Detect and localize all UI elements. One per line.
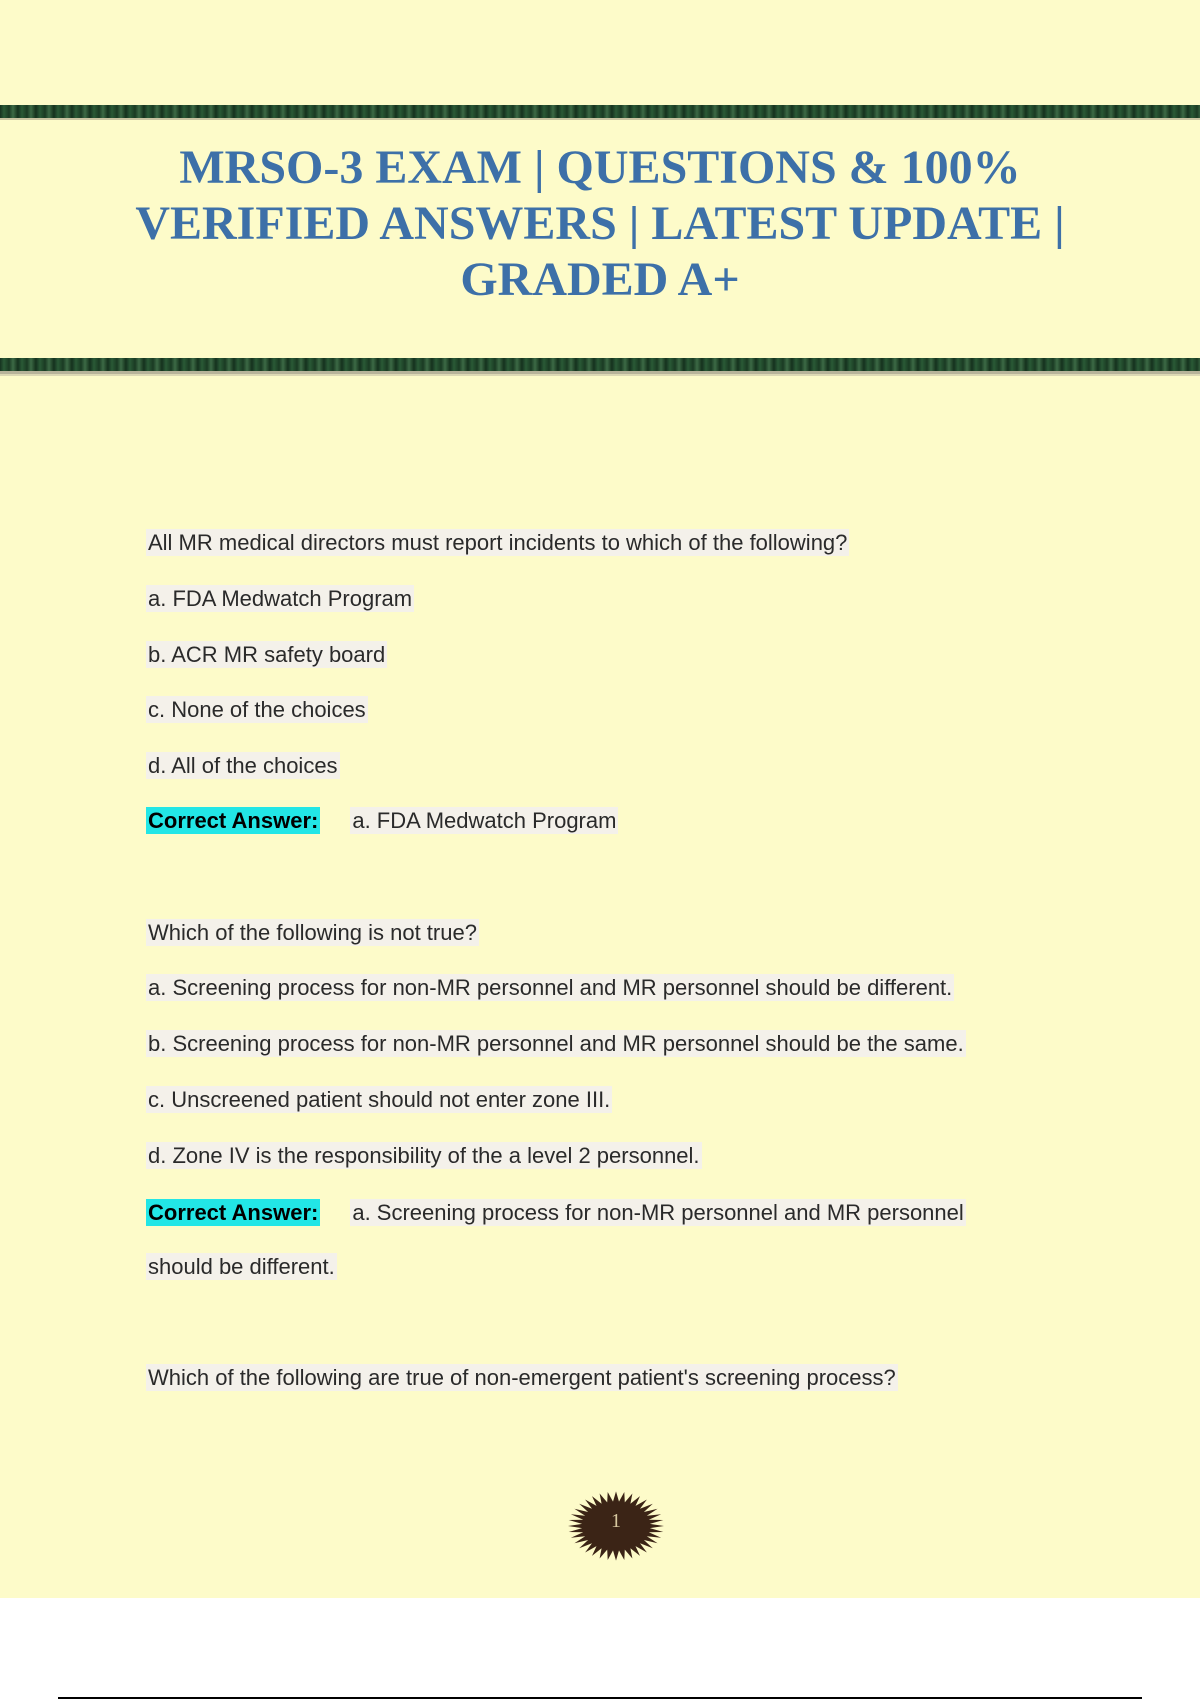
answer-option: b. ACR MR safety board (148, 642, 386, 667)
correct-answer-label: Correct Answer: (148, 1200, 319, 1225)
decorative-top-border (0, 105, 1200, 118)
title-line: VERIFIED ANSWERS | LATEST UPDATE | (135, 197, 1065, 250)
answer-option: a. FDA Medwatch Program (148, 586, 413, 611)
footer-divider (58, 1697, 1142, 1699)
correct-answer (146, 1200, 966, 1226)
answer-option: b. Screening process for non-MR personnel and MR personnel should be the same. (148, 1031, 964, 1056)
question-text: Which of the following are true of non-emergent patient's screening process? (148, 1365, 896, 1390)
question-text: All MR medical directors must report incidents to which of the following? (148, 530, 848, 555)
answer-option: c. None of the choices (148, 697, 366, 722)
decorative-bottom-border (0, 358, 1200, 371)
answer-option: d. All of the choices (148, 753, 338, 778)
document-title (80, 140, 1120, 308)
correct-answer (146, 808, 618, 834)
answer-option: c. Unscreened patient should not enter zone III. (148, 1087, 611, 1112)
correct-answer-text: a. Screening process for non-MR personnel and MR personnel (352, 1200, 964, 1225)
answer-option: d. Zone IV is the responsibility of the a level 2 personnel. (148, 1143, 700, 1168)
correct-answer-text: a. FDA Medwatch Program (352, 808, 617, 833)
answer-option: a. Screening process for non-MR personnel and MR personnel should be different. (148, 975, 953, 1000)
title-line: MRSO-3 EXAM | QUESTIONS & 100% (179, 141, 1021, 194)
title-line: GRADED A+ (460, 253, 740, 306)
correct-answer-label: Correct Answer: (148, 808, 319, 833)
question-text: Which of the following is not true? (148, 920, 477, 945)
page-number: 1 (611, 1510, 621, 1532)
correct-answer-continuation: should be different. (148, 1254, 335, 1279)
